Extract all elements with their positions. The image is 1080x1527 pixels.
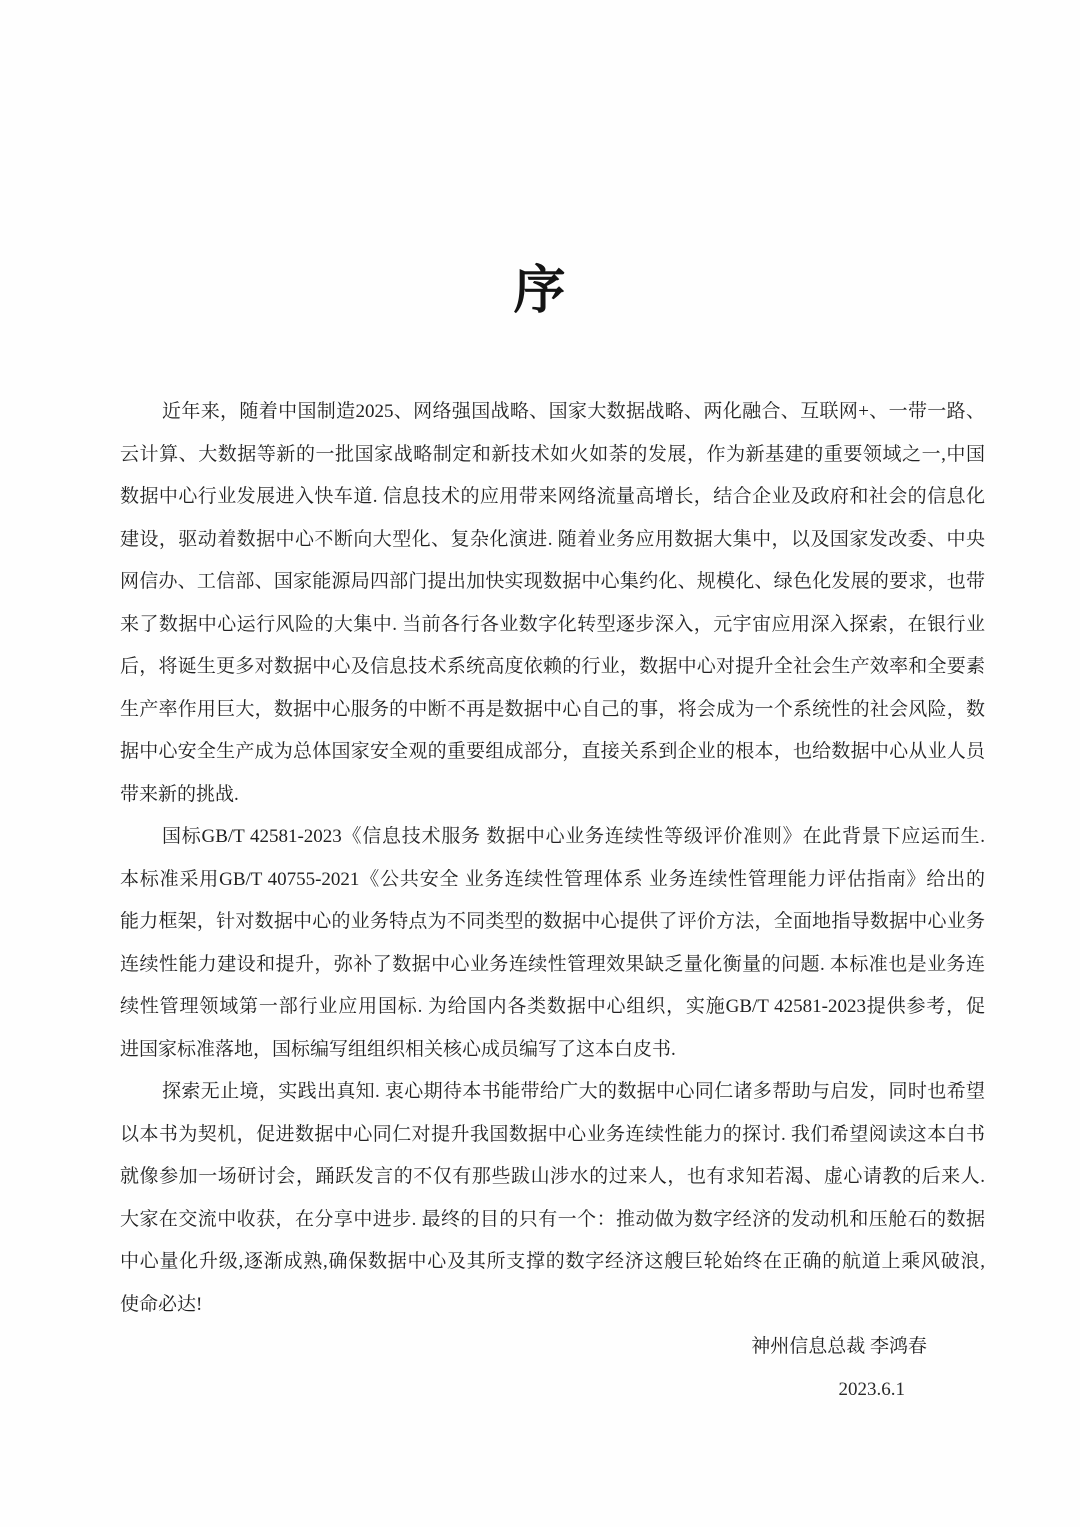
text-line: 续性管理领域第一部行业应用国标. 为给国内各类数据中心组织，实施GB/T 42581-2023提供参考，促 [120, 996, 985, 1017]
text-line: 后，将诞生更多对数据中心及信息技术系统高度依赖的行业，数据中心对提升全社会生产效率和全要素 [120, 656, 985, 677]
signature: 神州信息总裁 李鸿春 [751, 1336, 927, 1357]
text-line: 本标准采用GB/T 40755-2021《公共安全 业务连续性管理体系 业务连续性管理能力评估指南》给出的 [120, 868, 985, 890]
text-line: 数据中心行业发展进入快车道. 信息技术的应用带来网络流量高增长，结合企业及政府和社会的信息化 [120, 486, 985, 507]
text-line: 带来新的挑战. [120, 783, 239, 805]
text-line: 探索无止境，实践出真知. 衷心期待本书能带给广大的数据中心同仁诸多帮助与启发，同时也希望 [162, 1081, 985, 1102]
text-line: 来了数据中心运行风险的大集中. 当前各行各业数字化转型逐步深入，元宇宙应用深入探索，在银行业 [120, 613, 985, 635]
paragraph-3 [120, 1071, 985, 1326]
text-line: 连续性能力建设和提升，弥补了数据中心业务连续性管理效果缺乏量化衡量的问题. 本标准也是业务连 [120, 953, 985, 975]
text-line: 国标GB/T 42581-2023《信息技术服务 数据中心业务连续性等级评价准则》在此背景下应运而生. [162, 826, 985, 847]
text-line: 网信办、工信部、国家能源局四部门提出加快实现数据中心集约化、规模化、绿色化发展的要求，也带 [120, 571, 985, 592]
text-line: 使命必达! [120, 1293, 203, 1315]
text-line: 云计算、大数据等新的一批国家战略制定和新技术如火如荼的发展，作为新基建的重要领域之一,中国 [120, 443, 985, 465]
document-body [120, 391, 985, 1411]
text-line: 近年来，随着中国制造2025、网络强国战略、国家大数据战略、两化融合、互联网+、一带一路、 [162, 401, 985, 422]
text-line: 建设，驱动着数据中心不断向大型化、复杂化演进. 随着业务应用数据大集中，以及国家发改委、中央 [120, 528, 985, 550]
paragraph-2 [120, 816, 985, 1071]
text-line: 生产率作用巨大，数据中心服务的中断不再是数据中心自己的事，将会成为一个系统性的社会风险，数 [120, 698, 985, 720]
text-line: 大家在交流中收获，在分享中进步. 最终的目的只有一个：推动做为数字经济的发动机和压舱石的数据 [120, 1208, 985, 1230]
page-title: 序 [513, 263, 567, 320]
text-line: 进国家标准落地，国标编写组组织相关核心成员编写了这本白皮书. [120, 1038, 676, 1060]
paragraph-1 [120, 391, 985, 816]
text-line: 据中心安全生产成为总体国家安全观的重要组成部分，直接关系到企业的根本，也给数据中心从业人员 [120, 741, 985, 762]
text-line: 就像参加一场研讨会，踊跃发言的不仅有那些跋山涉水的过来人，也有求知若渴、虚心请教的后来人. [120, 1166, 985, 1187]
text-line: 以本书为契机，促进数据中心同仁对提升我国数据中心业务连续性能力的探讨. 我们希望阅读这本白书 [120, 1123, 985, 1145]
text-line: 能力框架，针对数据中心的业务特点为不同类型的数据中心提供了评价方法，全面地指导数据中心业务 [120, 911, 985, 932]
date: 2023.6.1 [838, 1378, 905, 1400]
text-line: 中心量化升级,逐渐成熟,确保数据中心及其所支撑的数字经济这艘巨轮始终在正确的航道上乘风破浪, [120, 1251, 985, 1272]
